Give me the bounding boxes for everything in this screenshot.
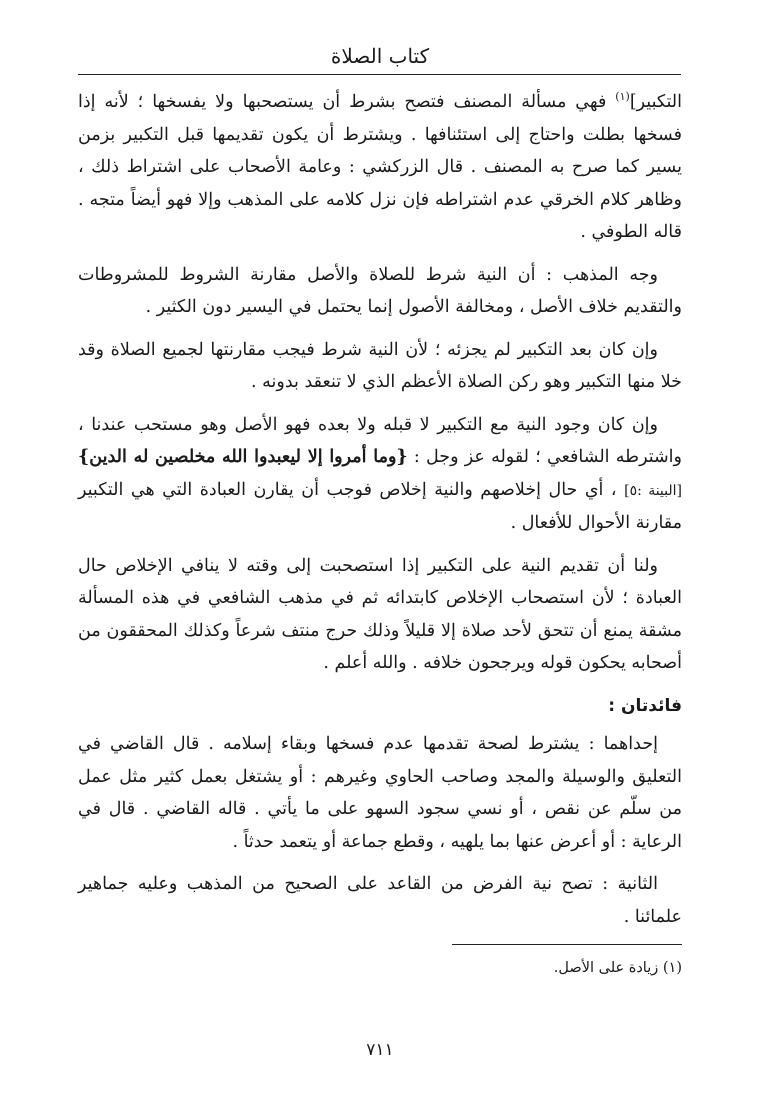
- paragraph-1-text: فهي مسألة المصنف فتصح بشرط أن يستصحبها ولا يفسخها ؛ لأنه إذا فسخها بطلت واحتاج إلى استئنافها . ويشترط أن يكون تقديمها قبل التكبير بزمن يسير كما صرح به المصنف . قال الزركشي : وعامة الأصحاب على اشتراط ذلك ، وظاهر كلام الخرقي عدم اشتراطه فإن نزل كلامه على المذهب وإلا فهو أيضاً متجه . قاله الطوفي .: [78, 92, 682, 242]
- section-heading: فائدتان :: [608, 695, 682, 716]
- running-head-title: كتاب الصلاة: [330, 44, 430, 68]
- quran-verse: {وما أمروا إلا ليعبدوا الله مخلصين له الدين}: [78, 447, 408, 467]
- paragraph-1-opening: التكبير]: [629, 92, 682, 112]
- footnote-reference-1[interactable]: (١): [615, 90, 630, 104]
- paragraph-5: ولنا أن تقديم النية على التكبير إذا استصحبت إلى وقته لا ينافي الإخلاص حال العبادة ؛ لأن استصحاب الإخلاص كابتدائه ثم في مذهب الشافعي في هذه المسألة مشقة يمنع أن تتحق لأحد صلاة إلا قليلاً وذلك حرج منتف شرعاً وكذلك المحققون من أصحابه يحكون قوله ويرجحون خلافه . والله أعلم .: [78, 555, 682, 673]
- paragraph-3: وإن كان بعد التكبير لم يجزئه ؛ لأن النية شرط فيجب مقارنتها لجميع الصلاة وقد خلا منها التكبير وهو ركن الصلاة الأعظم الذي لا تنعقد بدونه .: [78, 339, 682, 392]
- page-number: ٧١١: [366, 1040, 394, 1060]
- paragraph-4-text-b: ، أي حال إخلاصهم والنية إخلاص فوجب أن يقارن العبادة التي هي التكبير مقارنة الأحوال للأفعال .: [78, 479, 682, 533]
- paragraph-6: إحداهما : يشترط لصحة تقدمها عدم فسخها وبقاء إسلامه . قال القاضي في التعليق والوسيلة والمجد وصاحب الحاوي وغيرهم : أو يشتغل بعمل كثير مثل عمل من سلّم عن نقص ، أو نسي سجود السهو على ما يأتي . قاله القاضي . قال في الرعاية : أو أعرض عنها بما يلهيه ، وقطع جماعة أو يتعمد حدثاً .: [78, 734, 682, 852]
- header-rule: [78, 74, 681, 75]
- footnote-1: (١) زيادة على الأصل.: [553, 960, 682, 976]
- verse-reference: [البينة :٥]: [624, 482, 682, 499]
- footnote-rule: [452, 944, 682, 945]
- paragraph-4: [78, 409, 682, 540]
- paragraph-7: الثانية : تصح نية الفرض من القاعد على الصحيح من المذهب وعليه جماهير علمائنا .: [78, 874, 682, 927]
- paragraph-2: وجه المذهب : أن النية شرط للصلاة والأصل مقارنة الشروط للمشروطات والتقديم خلاف الأصل ، ومخالفة الأصول إنما يحتمل في اليسير دون الكثير .: [78, 264, 682, 317]
- paragraph-4-text-a: وإن كان وجود النية مع التكبير لا قبله ولا بعده فهو الأصل وهو مستحب عندنا ، واشترطه الشافعي ؛ لقوله عز وجل :: [78, 414, 682, 467]
- body-text: [78, 86, 682, 943]
- paragraph-1: [78, 86, 682, 249]
